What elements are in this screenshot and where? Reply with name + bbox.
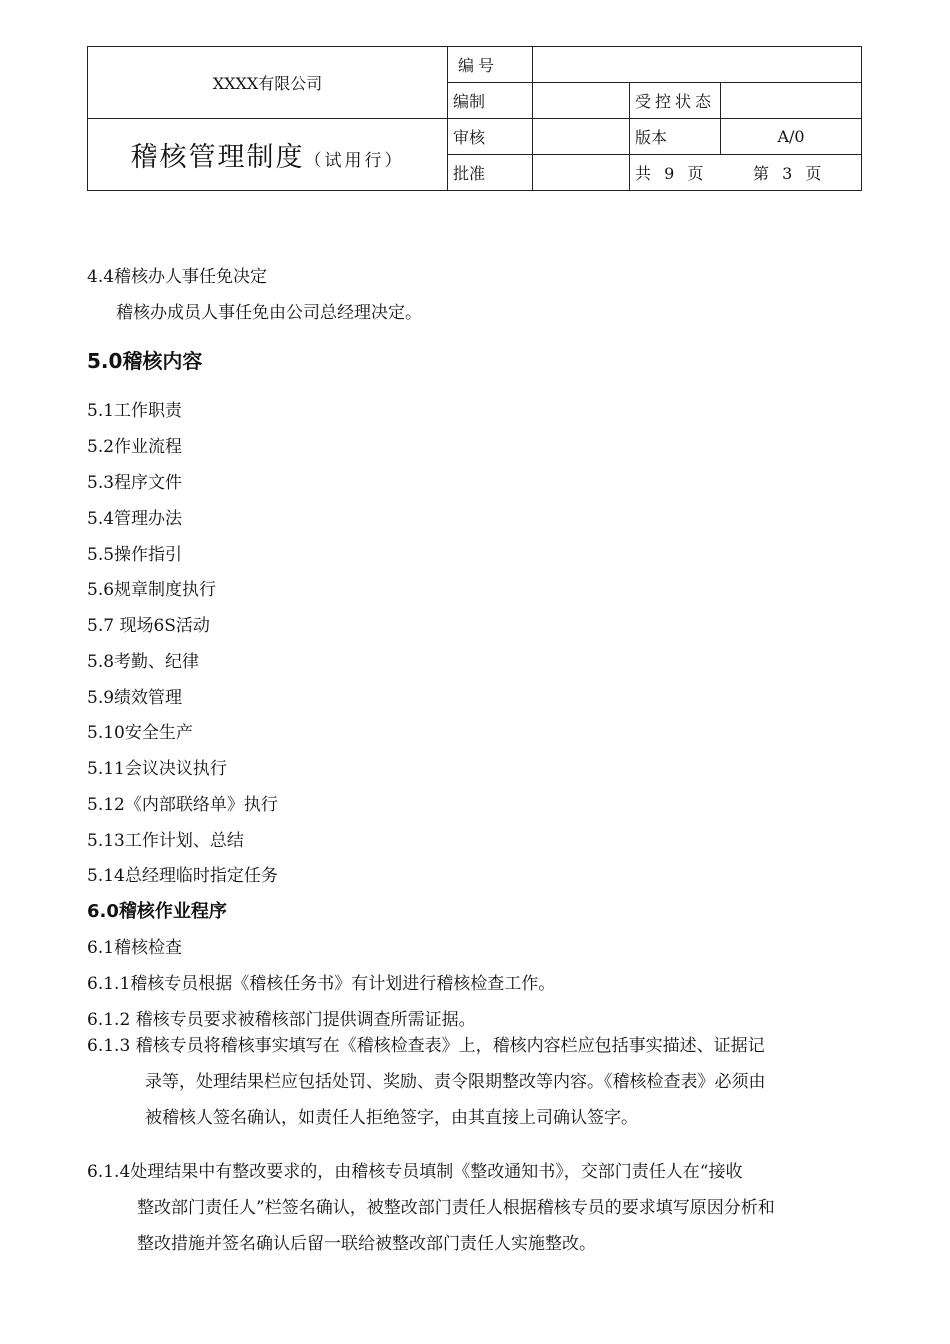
section-6-1-2: 6.1.2 稽核专员要求被稽核部门提供调查所需证据。 xyxy=(87,1010,476,1030)
section-6-1-4 xyxy=(87,1154,863,1262)
pages-total: 共 9 页 xyxy=(635,164,708,183)
paragraph-line: 整改措施并签名确认后留一联给被整改部门责任人实施整改。 xyxy=(137,1234,596,1254)
document-title-main: 稽核管理制度 xyxy=(130,142,305,173)
label-review: 审核 xyxy=(448,119,533,155)
section-6-1-3 xyxy=(87,1028,863,1136)
list-item: 5.6规章制度执行 xyxy=(87,580,217,600)
list-item: 5.11会议决议执行 xyxy=(87,759,227,779)
value-controlled-status xyxy=(721,83,862,119)
list-item: 5.4管理办法 xyxy=(87,509,183,529)
document-title xyxy=(88,119,448,191)
paragraph-line: 被稽核人签名确认，如责任人拒绝签字，由其直接上司确认签字。 xyxy=(145,1108,638,1128)
list-item: 5.14总经理临时指定任务 xyxy=(87,866,278,886)
value-approve xyxy=(533,155,630,191)
value-prepared xyxy=(533,83,630,119)
list-item: 5.10安全生产 xyxy=(87,723,193,743)
list-item: 5.9绩效管理 xyxy=(87,688,183,708)
section-6-1-1: 6.1.1稽核专员根据《稽核任务书》有计划进行稽核检查工作。 xyxy=(87,974,556,994)
document-title-sub: （试用行） xyxy=(304,151,405,171)
label-approve: 批准 xyxy=(448,155,533,191)
section-4-4-body: 稽核办成员人事任免由公司总经理决定。 xyxy=(116,303,422,323)
list-item: 5.12《内部联络单》执行 xyxy=(87,795,278,815)
section-6-1: 6.1稽核检查 xyxy=(87,938,183,958)
company-name: XXXX有限公司 xyxy=(88,47,448,119)
paragraph-line: 整改部门责任人”栏签名确认，被整改部门责任人根据稽核专员的要求填写原因分析和 xyxy=(137,1198,775,1218)
paragraph-line: 6.1.4处理结果中有整改要求的，由稽核专员填制《整改通知书》，交部门责任人在“接收 xyxy=(87,1162,743,1182)
list-item: 5.3程序文件 xyxy=(87,473,183,493)
section-6-heading: 6.0稽核作业程序 xyxy=(87,901,227,922)
section-5-heading: 5.0稽核内容 xyxy=(87,349,203,373)
list-item: 5.8考勤、纪律 xyxy=(87,652,200,672)
paragraph-line: 6.1.3 稽核专员将稽核事实填写在《稽核检查表》上，稽核内容栏应包括事实描述、证据记 xyxy=(87,1036,765,1056)
label-controlled-status: 受控状态 xyxy=(630,83,721,119)
list-item: 5.5操作指引 xyxy=(87,545,183,565)
label-number: 编号 xyxy=(448,47,533,83)
value-number xyxy=(533,47,862,83)
label-prepared: 编制 xyxy=(448,83,533,119)
document-header-table xyxy=(87,46,862,191)
list-item: 5.1工作职责 xyxy=(87,401,183,421)
list-item: 5.2作业流程 xyxy=(87,437,183,457)
label-version: 版本 xyxy=(630,119,721,155)
pages-current: 第 3 页 xyxy=(753,164,826,183)
value-version: A/0 xyxy=(721,119,862,155)
list-item: 5.13工作计划、总结 xyxy=(87,831,244,851)
paragraph-line: 录等，处理结果栏应包括处罚、奖励、责令限期整改等内容。《稽核检查表》必须由 xyxy=(145,1072,766,1092)
section-4-4-heading: 4.4稽核办人事任免决定 xyxy=(87,267,268,287)
value-review xyxy=(533,119,630,155)
page-info xyxy=(630,155,862,191)
list-item: 5.7 现场6S活动 xyxy=(87,616,210,636)
